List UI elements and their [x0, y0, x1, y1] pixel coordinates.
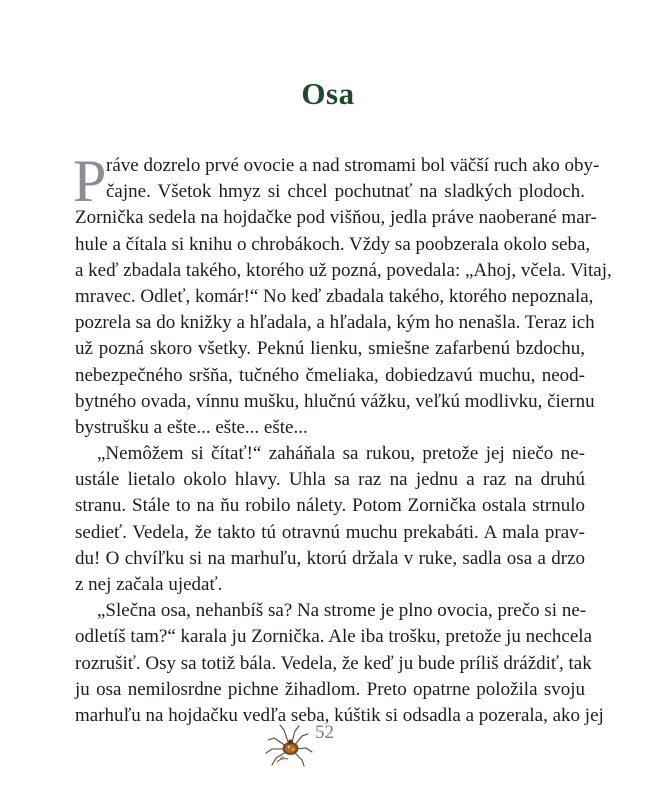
- text-line: hule a čítala si knihu o chrobákoch. Vždy sa poobzerala okolo seba,: [75, 233, 591, 255]
- text-line: mravec. Odleť, komár!“ No keď zbadala takého, ktorého nepoznala,: [75, 285, 594, 307]
- text-line: už pozná skoro všetky. Peknú lienku, smiešne zafarbenú bzdochu,: [75, 338, 585, 360]
- chapter-title: Osa: [301, 76, 355, 111]
- paragraph-2: [75, 441, 585, 598]
- text-line: bystrušku a ešte... ešte... ešte...: [75, 416, 308, 438]
- text-line: du! O chvíľku si na marhuľu, ktorú držala v ruke, sadla osa a drzo: [75, 547, 585, 569]
- page-number: 52: [315, 722, 334, 743]
- text-line: stranu. Stále to na ňu robilo nálety. Potom Zornička ostala strnulo: [75, 495, 585, 517]
- text-line: pozrela sa do knižky a hľadala, a hľadala, kým ho nenašla. Teraz ich: [75, 312, 595, 334]
- text-line: a keď zbadala takého, ktorého už pozná, povedala: „Ahoj, včela. Vitaj,: [75, 259, 612, 281]
- text-line: odletíš tam?“ karala ju Zornička. Ale iba trošku, pretože ju nechcela: [75, 626, 593, 648]
- drop-cap: P: [73, 148, 107, 214]
- text-line: ráve dozrelo prvé ovocie a nad stromami bol väčší ruch ako oby-: [106, 155, 600, 176]
- text-line: Zornička sedela na hojdačke pod višňou, jedla práve naoberané mar-: [75, 207, 597, 229]
- text-line: nebezpečného sršňa, tučného čmeliaka, dobiedzavú muchu, neod-: [75, 364, 585, 386]
- insect-ornament-icon: [262, 722, 314, 768]
- text-line: „Nemôžem si čítať!“ zaháňala sa rukou, pretože jej niečo ne-: [97, 443, 585, 465]
- paragraph-3: [75, 598, 604, 729]
- text-line: rozrušiť. Osy sa totiž bála. Vedela, že keď ju bude príliš dráždiť, tak: [75, 652, 592, 674]
- text-line: čajne. Všetok hmyz si chcel pochutnať na sladkých plodoch.: [106, 181, 585, 203]
- text-line: ustále lietalo okolo hlavy. Uhla sa raz na jednu a raz na druhú: [75, 469, 585, 491]
- paragraph-1: [73, 148, 612, 441]
- text-line: bytného ovada, vínnu mušku, hlučnú vážku, veľkú modlivku, čiernu: [75, 390, 595, 412]
- text-line: ju osa nemilosrdne pichne žihadlom. Preto opatrne položila svoju: [75, 678, 585, 700]
- text-line: „Slečna osa, nehanbíš sa? Na strome je plno ovocia, prečo si ne-: [97, 600, 587, 622]
- body-text: [73, 148, 612, 729]
- text-line: marhuľu na hojdačku vedľa seba, kúštik si odsadla a pozerala, ako jej: [75, 704, 604, 726]
- text-line: sedieť. Vedela, že takto tú otravnú muchu prekabáti. A mala prav-: [75, 521, 585, 543]
- text-line: z nej začala ujedať.: [75, 574, 223, 595]
